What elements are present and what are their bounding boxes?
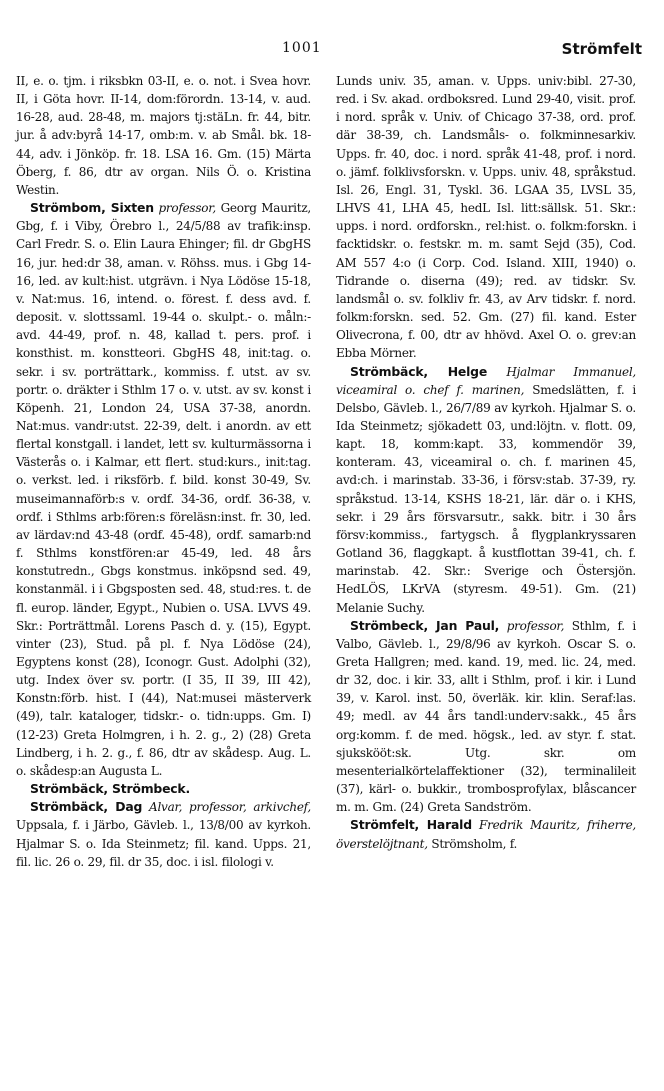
entry-title: professor,	[506, 618, 565, 633]
left-column	[16, 72, 311, 871]
entry-title: Alvar, professor, arkivchef,	[149, 800, 311, 815]
entry-title: professor,	[158, 201, 216, 216]
page-number: 1001	[282, 40, 322, 56]
page-header	[0, 40, 664, 64]
entry-body: Strömsholm, f.	[431, 836, 518, 851]
entry-body: Uppsala, f. i Järbo, Gävleb. l., 13/8/00 av kyrkoh. Hjalmar S. o. Ida Steinmetz; fil. kand. Upps. 21, fil. lic. 26 o. 29, fil. dr 35, doc. i isl. filologi v.	[16, 818, 311, 869]
headword: Strömbäck, Dag	[30, 799, 143, 815]
entry-body: Georg Mauritz, Gbg, f. i Viby, Örebro l., 24/5/88 av trafik:insp. Carl Fredr. S. o. Elin Laura Ehinger; fil. dr GbgHS 16, jur. hed:dr 38, aman. v. Röhss. mus. i Gbg 14-16, led. av kult:hist. utgrävn. i Nya Lödöse 15-18, v. Nat:mus. 16, intend. o. förest. f. dess avd. f. deposit. v. slottssaml. 19-44 o. skulpt.- o. måln:-avd. 44-49, prof. n. 48, kallad t. pers. prof. i konsthist. m. konstteori. GbgHS 48, init:tag. o. sekr. i sv. porträttark., kommiss. f. utst. av sv. portr. o. dräkter i Sthlm 17 o. v. utst. av sv. konst i Köpenh. 21, London 24, USA 37-38, anordn. Nat:mus. vandr:utst. 22-39, delt. i anordn. av ett flertal konstgall. i landet, lett sv. kulturmässorna i Västerås o. i Kalmar, ett flert. stud:kurs., init:tag. o. verkst. led. i riksförb. f. bild. konst 30-49, Sv. museimannaförb:s v. ordf. 34-36, ordf. 36-38, v. ordf. i Sthlms arb:fören:s föreläsn:inst. fr. 30, led. av lärdav:nd 43-48 (ordf. 45-48), ordf. samarb:nd f. Sthlms konstfören:ar 45-49, led. 48 års konstutredn., Gbgs konstmus. inköpsnd sed. 49, konstanmäl. i i Gbgsposten sed. 48, stud:res. t. de fl. europ. länder, Egypt., Nubien o. USA. LVVS 49. Skr.: Porträttmål. Lorens Pasch d. y. (15), Egypt. vinter (23), Stud. på pl. f. Nya Lödöse (24), Egyptens konst (28), Iconogr. Gust. Adolphi (32), utg. Index över sv. portr. (I 35, II 39, III 42), Konstn:förb. hist. I (44), Nat:musei mästerverk (49), talr. kataloger, tidskr.- o. tidn:upps. Gm. I) (12-23) Greta Holmgren, i h. 2. g., 2) (28) Greta Lindberg, i h. 2. g., f. 86, dtr av skådesp. Aug. L. o. skådesp:an Augusta L.	[16, 201, 311, 778]
headword: Strömbäck, Strömbeck.	[30, 781, 190, 797]
running-head: Strömfelt	[561, 40, 642, 58]
entry-title: Hjalmar Immanuel, viceamiral o. chef f. marinen,	[336, 364, 636, 397]
entry-continuation: II, e. o. tjm. i riksbkn 03-II, e. o. not. i Svea hovr. II, i Göta hovr. II-14, dom:förordn. 13-14, v. aud. 16-28, aud. 28-48, m. majors tj:stäLn. fr. 44, bitr. jur. å adv:byrå 14-17, omb:m. v. ab Smål. bk. 18-44, adv. i Jönköp. fr. 18. LSA 16. Gm. (15) Märta Öberg, f. 86, dtr av organ. Nils Ö. o. Kristina Westin.	[16, 74, 311, 197]
entry-stromback-helge	[336, 363, 636, 617]
headword: Strömbeck, Jan Paul,	[350, 617, 500, 633]
entry-strombom-sixten	[16, 199, 311, 780]
headword: Strömfelt, Harald	[350, 817, 472, 833]
headword: Strömbäck, Helge	[350, 363, 488, 379]
headword: Strömbom, Sixten	[30, 200, 154, 216]
entry-stromback-reference	[16, 780, 311, 798]
entry-title: Fredrik Mauritz, friherre, överstelöjtnant,	[336, 818, 636, 851]
entry-body: Smedslätten, f. i Delsbo, Gävleb. l., 26/7/89 av kyrkoh. Hjalmar S. o. Ida Steinmetz; sjökadett 03, und:löjtn. v. flott. 09, kapt. 18, komm:kapt. 33, kommendör 39, konteram. 43, viceamiral o. ch. f. marinen 45, avd:ch. i marinstab. 33-36, i försv:stab. 37-39, ry. språkstud. 13-14, KSHS 18-21, lär. där o. i KHS, sekr. i 29 års försvarsutr., sakk. bitr. i 30 års försv:kommiss., fartygsch. å flygplankryssaren Gotland 36, flaggkapt. å kustflottan 39-41, ch. f. marinstab. 42. Skr.: Sverige och Östersjön. HedLÖS, LKrVA (styresm. 49-51). Gm. (21) Melanie Suchy.	[336, 382, 636, 615]
entry-body: Sthlm, f. i Valbo, Gävleb. l., 29/8/96 av kyrkoh. Oscar S. o. Greta Hallgren; med. kand. 19, med. lic. 24, med. dr 32, doc. i kir. 33, allt i Sthlm, prof. i kir. i Lund 39, v. Karol. inst. 50, överläk. kir. klin. Seraf:las. 49; medl. av 44 års tandl:underv:sakk., 45 års org:komm. f. de med. högsk., led. av styr. f. stat. sjukskööt:sk. Utg. skr. om mesenterialkörtelaffektioner (32), terminalileit (37), kärl- o. bukkir., trombosprofylax, blåscancer m. m. Gm. (24) Greta Sandström.	[336, 618, 636, 815]
entry-stromback-dag	[16, 798, 311, 871]
entry-strombeck-jan	[336, 617, 636, 817]
right-column	[336, 72, 636, 853]
entry-stromfelt-harald	[336, 816, 636, 852]
entry-continuation: Lunds univ. 35, aman. v. Upps. univ:bibl. 27-30, red. i Sv. akad. ordboksred. Lund 29-40, visit. prof. i nord. språk v. Univ. of Chicago 37-38, ord. prof. där 38-39, ch. Landsmåls- o. folkminnesarkiv. Upps. fr. 40, doc. i nord. språk 41-48, prof. i nord. o. jämf. folklivsforskn. v. Upps. univ. 48, språkstud. Isl. 26, Engl. 31, Tyskl. 36. LGAA 35, LVSL 35, LHVS 41, LHA 45, hedL Isl. litt:sällsk. 51. Skr.: upps. i nord. ordforskn., rel:hist. o. folkm:forskn. i facktidskr. o. festskr. m. m. samt Sejd (35), Cod. AM 557 4:o (i Corp. Cod. Island. XIII, 1940) o. Tidrande o. diserna (49); red. av tidskr. Sv. landsmål o. sv. folkliv fr. 43, av Arv tidskr. f. nord. folkm:forskn. sed. 52. Gm. (27) fil. kand. Ester Olivecrona, f. 00, dtr av hhövd. Axel O. o. grev:an Ebba Mörner.	[336, 74, 636, 361]
